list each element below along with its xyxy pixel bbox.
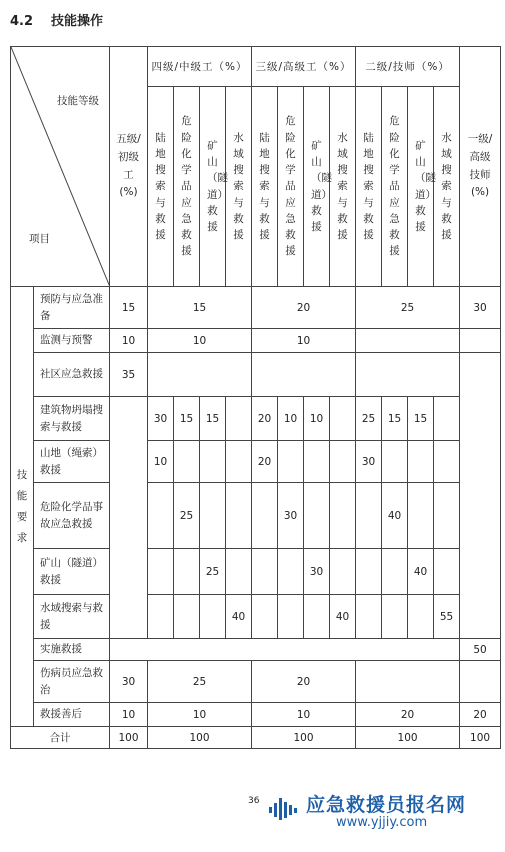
cell	[226, 549, 252, 595]
cell	[460, 353, 501, 639]
cell	[304, 595, 330, 639]
cell: 10	[148, 329, 252, 353]
sub-header-label: 陆地搜索与救援	[259, 131, 270, 242]
cell	[304, 441, 330, 483]
row-name: 矿山（隧道）救援	[34, 549, 110, 595]
cell: 10	[148, 441, 174, 483]
cell: 20	[252, 661, 356, 703]
cell: 20	[252, 397, 278, 441]
cell	[408, 483, 434, 549]
cell: 15	[174, 397, 200, 441]
cell: 100	[356, 727, 460, 749]
row-name: 监测与预警	[34, 329, 110, 353]
sub-header-label: 危险化学品应急救援	[285, 115, 296, 258]
level5-label: 五级/初级工(%)	[116, 132, 141, 199]
cell	[304, 483, 330, 549]
cell	[226, 483, 252, 549]
cell: 20	[460, 703, 501, 727]
cell	[110, 639, 460, 661]
signal-bars-icon	[268, 794, 300, 824]
project-label: 项目	[29, 233, 50, 245]
cell	[174, 441, 200, 483]
row-name: 危险化学品事故应急救援	[34, 483, 110, 549]
cell	[460, 329, 501, 353]
cell: 40	[382, 483, 408, 549]
section-number: 4.2	[10, 14, 34, 29]
sub-header-label: 危险化学品应急救援	[181, 115, 192, 258]
cell	[356, 661, 460, 703]
row-name: 伤病员应急救治	[34, 661, 110, 703]
cell: 10	[252, 703, 356, 727]
sub-header-label: 陆地搜索与救援	[363, 131, 374, 242]
cell: 25	[356, 287, 460, 329]
section-title: 技能操作	[51, 14, 104, 29]
cell	[252, 595, 278, 639]
sub-header	[226, 87, 252, 287]
cell	[252, 353, 356, 397]
row-name: 救援善后	[34, 703, 110, 727]
cell	[434, 549, 460, 595]
site-logo	[268, 790, 500, 832]
skill-level-label: 技能等级	[57, 95, 99, 107]
logo-url: www.yjjiy.com	[336, 815, 428, 830]
cell: 100	[110, 727, 148, 749]
total-label: 合计	[11, 727, 110, 749]
cell	[200, 595, 226, 639]
sub-header	[434, 87, 460, 287]
cell	[200, 441, 226, 483]
cell	[356, 549, 382, 595]
header-diagonal-cell	[11, 47, 110, 287]
cell: 15	[200, 397, 226, 441]
cell: 40	[330, 595, 356, 639]
cell	[252, 483, 278, 549]
group3-header: 三级/高级工（%）	[252, 47, 356, 87]
sub-header-label: 陆地搜索与救援	[155, 131, 166, 242]
cell	[408, 441, 434, 483]
cell	[382, 549, 408, 595]
cell	[382, 595, 408, 639]
cell	[252, 549, 278, 595]
row-name: 建筑物坍塌搜索与救援	[34, 397, 110, 441]
cell	[148, 595, 174, 639]
group2-header: 二级/技师（%）	[356, 47, 460, 87]
cell	[434, 397, 460, 441]
sub-header	[304, 87, 333, 287]
sub-header-label: 水域搜索与救援	[337, 131, 348, 242]
sub-header-label: 水域搜索与救援	[233, 131, 244, 242]
level1-header	[460, 47, 501, 287]
row-name: 水域搜索与救援	[34, 595, 110, 639]
cell: 15	[382, 397, 408, 441]
sub-header-label: 矿山（隧道）救援	[207, 139, 228, 234]
sub-header	[278, 87, 304, 287]
cell: 30	[278, 483, 304, 549]
cell: 10	[278, 397, 304, 441]
cell	[356, 353, 460, 397]
cell	[382, 441, 408, 483]
cell	[330, 483, 356, 549]
cell: 20	[252, 441, 278, 483]
cell: 55	[434, 595, 460, 639]
cell: 30	[304, 549, 330, 595]
cell: 15	[110, 287, 148, 329]
cell	[408, 595, 434, 639]
row-name: 实施救援	[34, 639, 110, 661]
cell	[226, 441, 252, 483]
group4-header: 四级/中级工（%）	[148, 47, 252, 87]
cell: 10	[110, 329, 148, 353]
cell	[330, 441, 356, 483]
sub-header	[174, 87, 200, 287]
cell: 20	[252, 287, 356, 329]
cell	[226, 397, 252, 441]
cell: 40	[408, 549, 434, 595]
cell: 50	[460, 639, 501, 661]
cell: 10	[304, 397, 330, 441]
level5-header	[110, 47, 148, 287]
cell: 30	[460, 287, 501, 329]
cell: 30	[356, 441, 382, 483]
cell: 100	[252, 727, 356, 749]
cell	[148, 549, 174, 595]
cell	[356, 595, 382, 639]
cell	[330, 549, 356, 595]
cell	[278, 441, 304, 483]
cell	[460, 661, 501, 703]
page-number: 36	[248, 796, 260, 806]
cell: 30	[148, 397, 174, 441]
cell	[278, 595, 304, 639]
cell	[148, 353, 252, 397]
sub-header-label: 矿山（隧道）救援	[415, 139, 437, 234]
logo-name: 应急救援员报名网	[306, 794, 467, 816]
cell: 100	[460, 727, 501, 749]
cell: 40	[226, 595, 252, 639]
row-name: 山地（绳索）救援	[34, 441, 110, 483]
side-label: 技能要求	[16, 468, 28, 544]
cell	[330, 397, 356, 441]
sub-header	[148, 87, 174, 287]
cell: 30	[110, 661, 148, 703]
cell: 100	[148, 727, 252, 749]
cell	[148, 483, 174, 549]
sub-header	[330, 87, 356, 287]
cell	[434, 441, 460, 483]
cell	[174, 549, 200, 595]
cell: 10	[110, 703, 148, 727]
row-name: 社区应急救援	[34, 353, 110, 397]
sub-header	[408, 87, 437, 287]
sub-header	[356, 87, 382, 287]
cell: 35	[110, 353, 148, 397]
sub-header-label: 危险化学品应急救援	[389, 115, 400, 258]
sub-header	[382, 87, 408, 287]
section-heading	[10, 10, 103, 29]
cell: 10	[252, 329, 356, 353]
cell: 15	[408, 397, 434, 441]
cell	[110, 397, 148, 639]
cell: 25	[148, 661, 252, 703]
cell	[356, 483, 382, 549]
side-label-cell	[11, 287, 34, 727]
sub-header-label: 矿山（隧道）救援	[311, 139, 333, 234]
sub-header	[252, 87, 278, 287]
cell: 25	[174, 483, 200, 549]
cell	[174, 595, 200, 639]
cell	[434, 483, 460, 549]
cell: 15	[148, 287, 252, 329]
cell: 25	[200, 549, 226, 595]
cell	[278, 549, 304, 595]
cell: 25	[356, 397, 382, 441]
skill-weight-table	[10, 46, 501, 749]
sub-header	[200, 87, 226, 287]
cell: 20	[356, 703, 460, 727]
cell	[356, 329, 460, 353]
row-name: 预防与应急准备	[34, 287, 110, 329]
diagonal-line	[11, 47, 110, 287]
sub-header-label: 水域搜索与救援	[441, 131, 452, 242]
level1-label: 一级/高级技师(%)	[467, 132, 493, 199]
cell: 10	[148, 703, 252, 727]
cell	[200, 483, 226, 549]
